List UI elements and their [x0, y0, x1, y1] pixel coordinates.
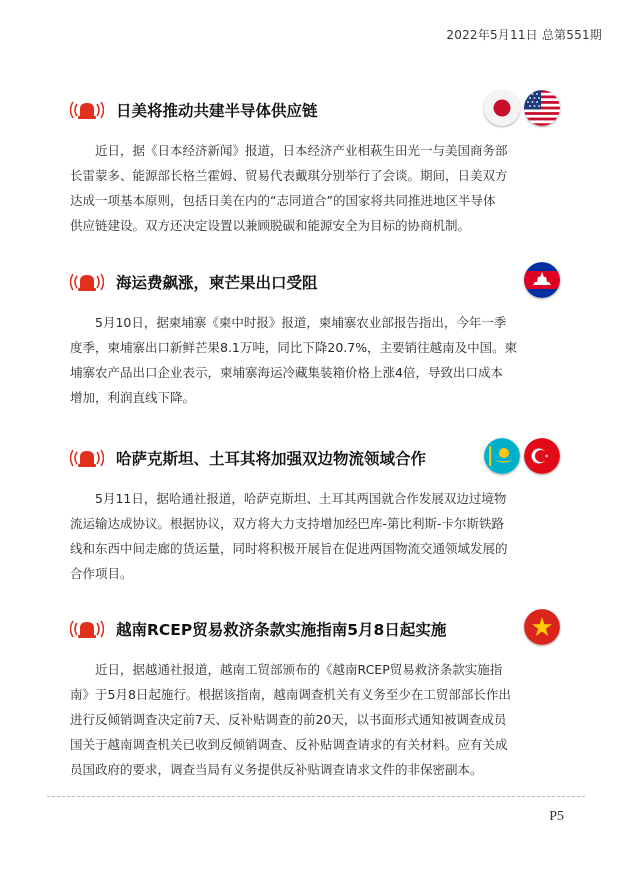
japan-flag-icon — [484, 90, 520, 126]
article-line: 增加，利润直线下降。 — [70, 390, 196, 405]
article-line: 供应链建设。双方还决定设置以兼顾脱碳和能源安全为目标的协商机制。 — [70, 218, 471, 233]
alarm-bell-icon — [70, 619, 104, 639]
article-title: 海运费飙涨，柬芒果出口受阻 — [116, 274, 318, 292]
article-line: 达成一项基本原则，包括日美在内的“志同道合”的国家将共同推进地区半导体 — [70, 193, 496, 208]
article-title-row — [70, 262, 560, 302]
news-article-japan-us — [70, 90, 560, 238]
alarm-bell-icon — [70, 100, 104, 120]
article-body — [70, 138, 560, 238]
article-line: 进行反倾销调查决定前7天、反补贴调查的前20天，以书面形式通知被调查成员 — [70, 712, 507, 727]
article-body — [70, 657, 560, 782]
article-line: 5月10日，据柬埔寨《柬中时报》报道，柬埔寨农业部报告指出，今年一季 — [95, 315, 507, 330]
article-line: 员国政府的要求，调查当局有义务提供反补贴调查请求文件的非保密副本。 — [70, 762, 483, 777]
article-line: 度季，柬埔寨出口新鲜芒果8.1万吨，同比下降20.7%，主要销往越南及中国。柬 — [70, 340, 518, 355]
article-title: 越南RCEP贸易救济条款实施指南5月8日起实施 — [116, 621, 447, 639]
alarm-bell-icon — [70, 448, 104, 468]
article-line: 国关于越南调查机关已收到反倾销调查、反补贴调查请求的有关材料。应有关成 — [70, 737, 508, 752]
footer-divider — [47, 796, 585, 797]
article-line: 近日，据越通社报道，越南工贸部颁布的《越南RCEP贸易救济条款实施指 — [95, 662, 503, 677]
news-article-vietnam — [70, 609, 560, 782]
article-line: 5月11日，据哈通社报道，哈萨克斯坦、土耳其两国就合作发展双边过境物 — [95, 491, 507, 506]
article-body — [70, 486, 560, 586]
article-line: 线和东西中间走廊的货运量，同时将积极开展旨在促进两国物流交通领域发展的 — [70, 541, 508, 556]
turkey-flag-icon — [524, 438, 560, 474]
article-line: 长雷蒙多、能源部长格兰霍姆、贸易代表戴琪分别举行了会谈。期间，日美双方 — [70, 168, 508, 183]
article-title-row — [70, 438, 560, 478]
article-line: 合作项目。 — [70, 566, 133, 581]
article-title: 哈萨克斯坦、土耳其将加强双边物流领域合作 — [116, 450, 427, 468]
issue-date: 2022年5月11日 总第551期 — [446, 28, 602, 42]
flag-group — [484, 90, 560, 126]
cambodia-flag-icon — [524, 262, 560, 298]
flag-group — [524, 609, 560, 645]
kazakhstan-flag-icon — [484, 438, 520, 474]
article-line: 近日，据《日本经济新闻》报道，日本经济产业相萩生田光一与美国商务部 — [95, 143, 508, 158]
article-title: 日美将推动共建半导体供应链 — [116, 102, 318, 120]
flag-group — [524, 262, 560, 298]
vietnam-flag-icon — [524, 609, 560, 645]
page-number: P5 — [549, 809, 564, 824]
article-line: 埔寨农产品出口企业表示，柬埔寨海运冷藏集装箱价格上涨4倍，导致出口成本 — [70, 365, 503, 380]
article-line: 南》于5月8日起施行。根据该指南，越南调查机关有义务至少在工贸部部长作出 — [70, 687, 511, 702]
alarm-bell-icon — [70, 272, 104, 292]
flag-group — [484, 438, 560, 474]
news-article-kazakhstan-turkey — [70, 438, 560, 586]
news-article-cambodia — [70, 262, 560, 410]
article-line: 流运输达成协议。根据协议，双方将大力支持增加经巴库-第比利斯-卡尔斯铁路 — [70, 516, 505, 531]
article-title-row — [70, 90, 560, 130]
usa-flag-icon — [524, 90, 560, 126]
article-body — [70, 310, 560, 410]
article-title-row — [70, 609, 560, 649]
